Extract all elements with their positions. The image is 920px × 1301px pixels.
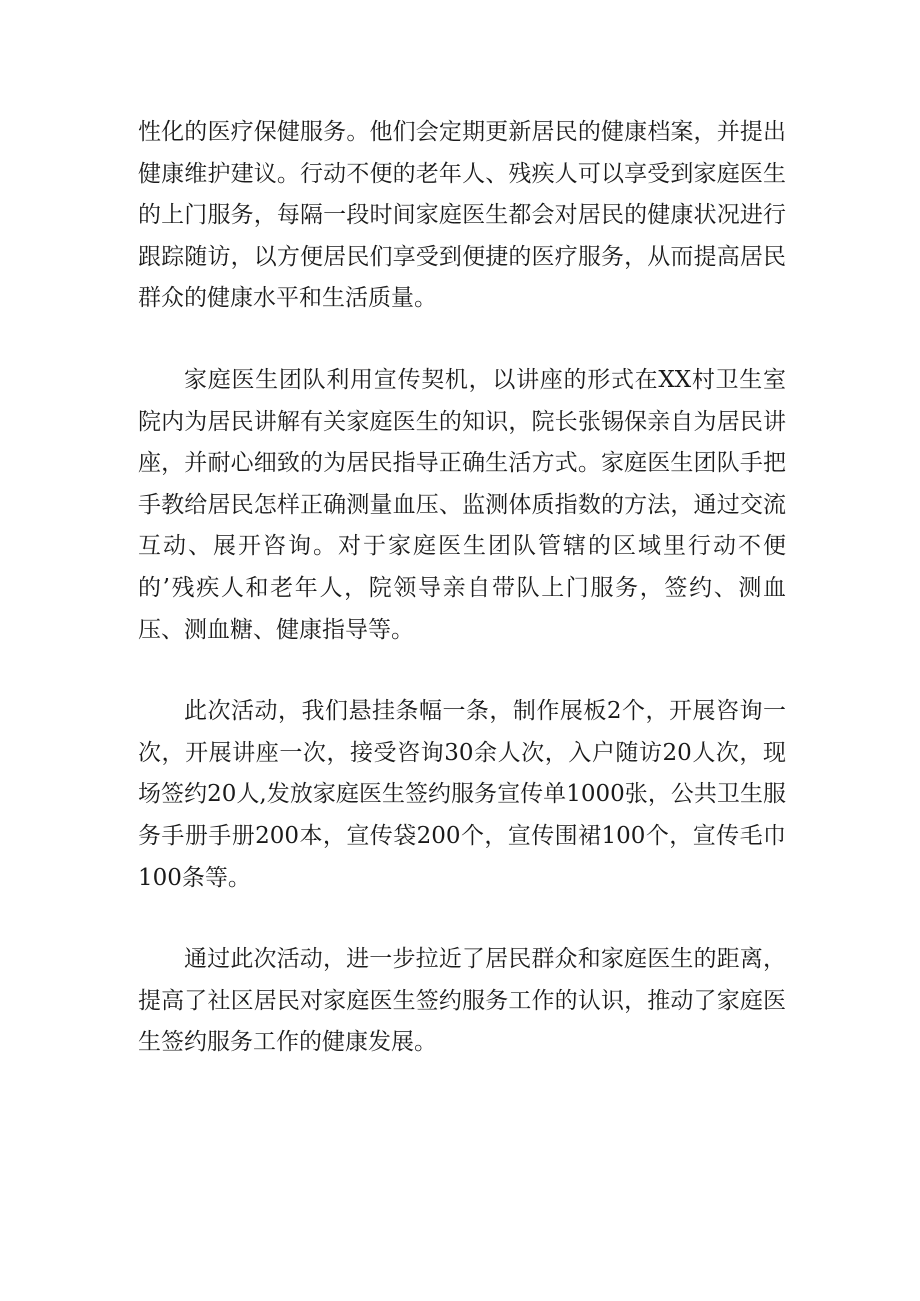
paragraph-continuation: 性化的医疗保健服务。他们会定期更新居民的健康档案，并提出健康维护建议。行动不便的老年人、残疾人可以享受到家庭医生的上门服务，每隔一段时间家庭医生都会对居民的健康状况进行跟踪随访，以方便居民们享受到便捷的医疗服务，从而提高居民群众的健康水平和生活质量。 — [138, 119, 786, 312]
paragraph-lecture: 家庭医生团队利用宣传契机，以讲座的形式在XX村卫生室院内为居民讲解有关家庭医生的知识，院长张锡保亲自为居民讲座，并耐心细致的为居民指导正确生活方式。家庭医生团队手把手教给居民怎样正确测量血压、监测体质指数的方法，通过交流互动、展开咨询。对于家庭医生团队管辖的区域里行动不便的’残疾人和老年人，院领导亲自带队上门服务，签约、测血压、测血糖、健康指导等。 — [138, 366, 786, 643]
paragraph-activity-stats: 此次活动，我们悬挂条幅一条，制作展板2个，开展咨询一次，开展讲座一次，接受咨询30余人次，入户随访20人次，现场签约20人,发放家庭医生签约服务宣传单1000张，公共卫生服务手册手册200本，宣传袋200个，宣传围裙100个，宣传毛巾100条等。 — [138, 698, 786, 891]
document-body — [138, 112, 786, 1104]
paragraph-conclusion: 通过此次活动，进一步拉近了居民群众和家庭医生的距离，提高了社区居民对家庭医生签约服务工作的认识，推动了家庭医生签约服务工作的健康发展。 — [138, 946, 786, 1056]
